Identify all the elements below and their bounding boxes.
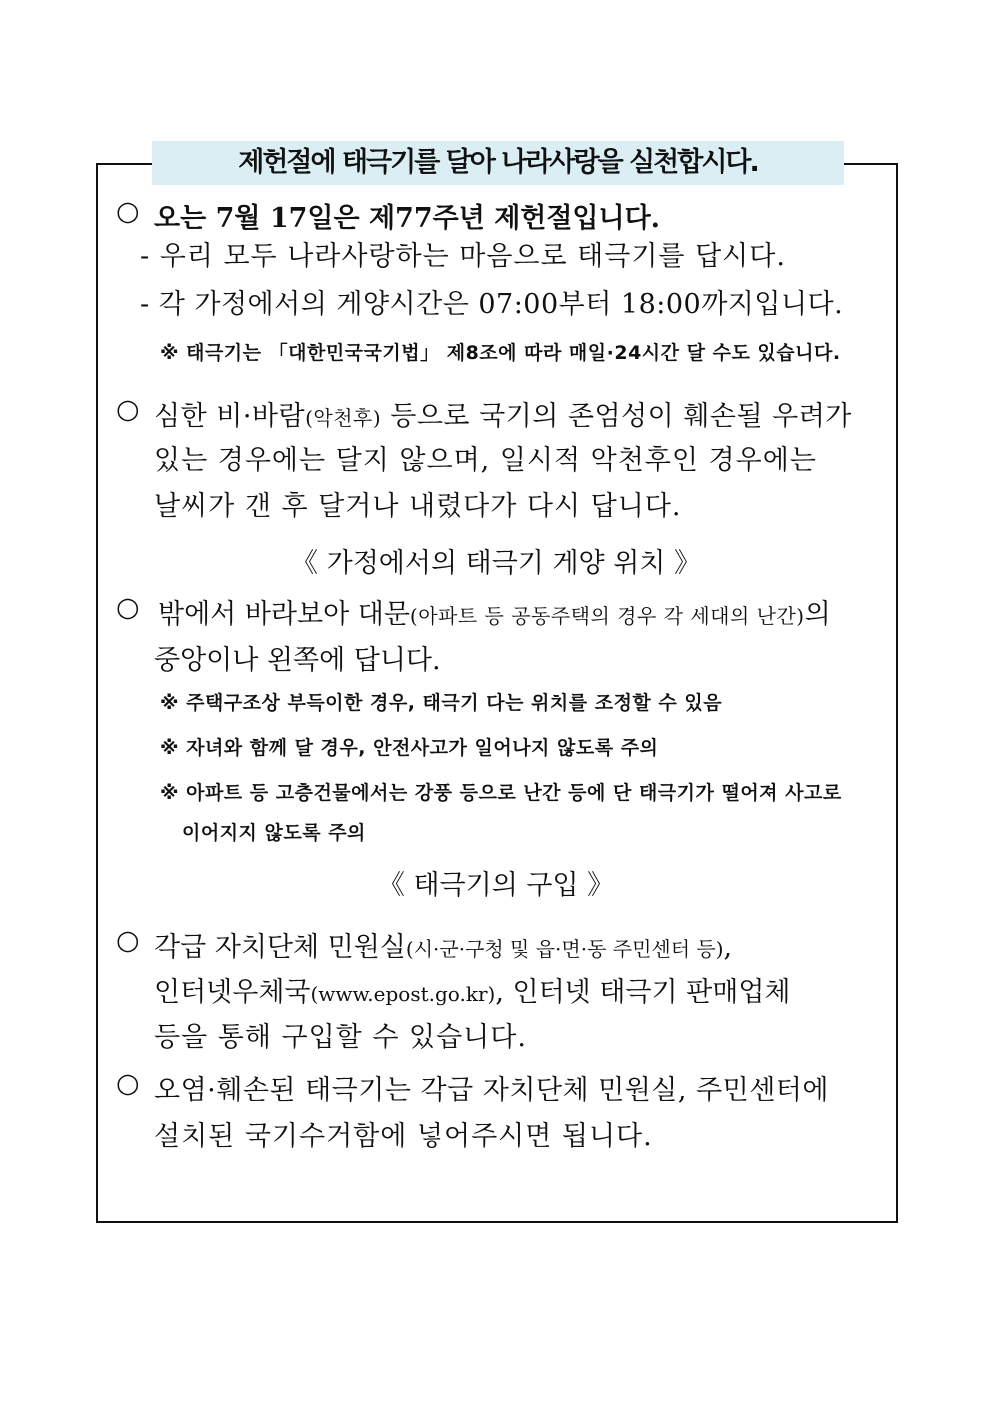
sec4-line1: 각급 자치단체 민원실(시·군·구청 및 읍·면·동 주민센터 등),	[154, 932, 733, 963]
sec1-main: 오는 7월 17일은 제77주년 제헌절입니다.	[154, 203, 661, 234]
sec5-line1: 오염·훼손된 태극기는 각급 자치단체 민원실, 주민센터에	[154, 1075, 829, 1106]
bullet: ○	[116, 394, 140, 425]
sec1-note: ※ 태극기는 「대한민국국기법」 제8조에 따라 매일·24시간 달 수도 있습니다.	[160, 342, 841, 364]
sec4-line3: 등을 통해 구입할 수 있습니다.	[154, 1022, 527, 1053]
sec3-line2: 중앙이나 왼쪽에 답니다.	[154, 645, 441, 676]
sec2-line3: 날씨가 갠 후 달거나 내렸다가 다시 답니다.	[154, 491, 682, 522]
bullet: ○	[116, 1068, 140, 1099]
sec5-line2: 설치된 국기수거함에 넣어주시면 됩니다.	[154, 1121, 653, 1152]
sec2-line1: 심한 비·바람(악천후) 등으로 국기의 존엄성이 훼손될 우려가	[154, 401, 852, 432]
sec4-line2: 인터넷우체국(www.epost.go.kr), 인터넷 태극기 판매업체	[154, 977, 791, 1008]
sec3-note3-cont: 이어지지 않도록 주의	[182, 822, 366, 844]
sec1-sub1: - 우리 모두 나라사랑하는 마음으로 태극기를 답시다.	[140, 241, 786, 272]
sec3-note2: ※ 자녀와 함께 달 경우, 안전사고가 일어나지 않도록 주의	[160, 737, 659, 759]
sec3-note1: ※ 주택구조상 부득이한 경우, 태극기 다는 위치를 조정할 수 있음	[160, 692, 723, 714]
bullet: ○	[116, 925, 140, 956]
bullet: ○	[116, 592, 140, 623]
sec3-line1: 밖에서 바라보아 대문(아파트 등 공동주택의 경우 각 세대의 난간)의	[158, 599, 831, 630]
heading-purchase: 《 태극기의 구입 》	[377, 870, 615, 901]
bullet: ○	[116, 196, 140, 227]
notice-title: 제헌절에 태극기를 달아 나라사랑을 실천합시다.	[152, 141, 844, 185]
sec1-sub2: - 각 가정에서의 게양시간은 07:00부터 18:00까지입니다.	[140, 289, 844, 320]
heading-flag-position: 《 가정에서의 태극기 게양 위치 》	[291, 548, 701, 579]
sec3-note3: ※ 아파트 등 고층건물에서는 강풍 등으로 난간 등에 단 태극기가 떨어져 사고로	[160, 782, 842, 804]
sec2-line2: 있는 경우에는 달지 않으며, 일시적 악천후인 경우에는	[154, 445, 817, 476]
